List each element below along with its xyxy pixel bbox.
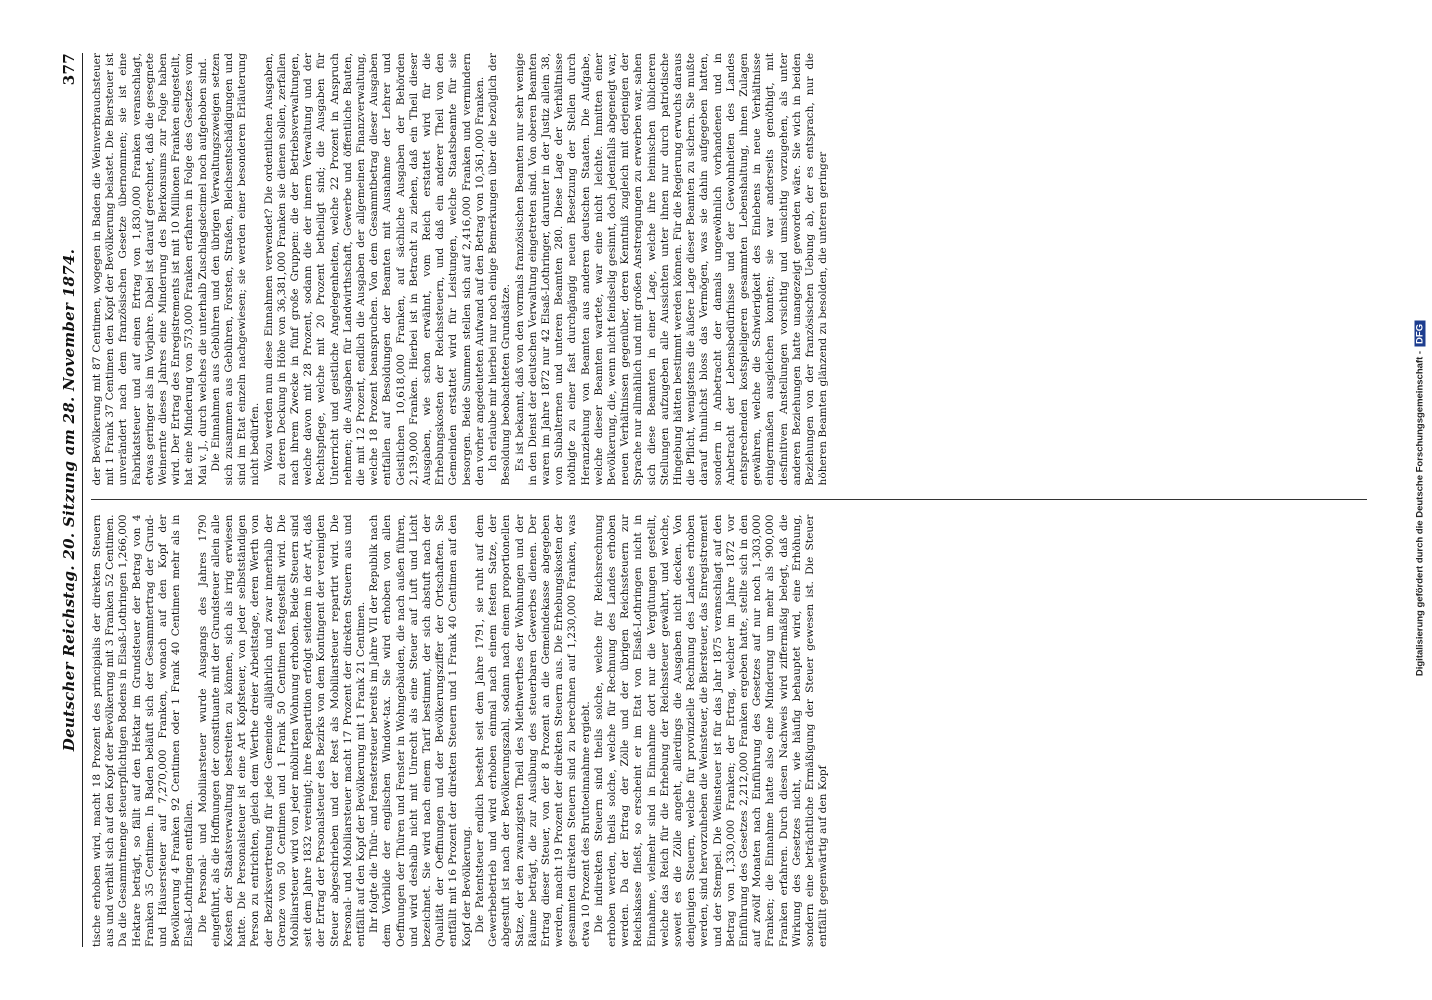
document-page	[46, 35, 1386, 965]
paragraph: Die Einnahmen aus Gebühren und den übrigen Verwaltungszweigen setzen sich zusammen aus Gebühren, Forsten, Straßen, Bleichsentschädigungen und sind im Etat einzeln nachgewiesen; sie werden einer besonderen Erläuterung nicht bedürfen.	[209, 53, 262, 486]
digitization-credit-text	[1415, 14, 1426, 984]
digitization-credit	[1412, 8, 1428, 992]
page-title: Deutscher Reichstag. 20. Sitzung am 28. November 1874.	[60, 248, 78, 752]
paragraph: Wozu werden nun diese Einnahmen verwendet? Die ordentlichen Ausgaben, zu deren Deckung in Höhe von 36,381,000 Franken sie dienen sollen, zerfallen nach ihrem Zwecke in fünf große Gruppen: die der Betriebsverwaltungen, welche davon mit 28 Prozent, sodann die der innern Verwaltung und der Rechtspflege, welche mit 20 Prozent betheiligt sind; die Ausgaben für Unterricht und geistliche Angelegenheiten, welche 22 Prozent in Anspruch nehmen; die Ausgaben für Landwirthschaft, Gewerbe und öffentliche Bauten, die mit 12 Prozent, endlich die Ausgaben der allgemeinen Finanzverwaltung, welche 18 Prozent beanspruchen. Von dem Gesammtbetrag dieser Ausgaben entfallen auf Besoldungen der Beamten mit Ausnahme der Lehrer und Geistlichen 10,618,000 Franken, auf sächliche Ausgaben der Behörden 2,139,000 Franken. Hierbei ist in Betracht zu ziehen, daß ein Theil dieser Ausgaben, wie schon erwähnt, vom Reich erstattet wird für die Erhebungskosten der Reichssteuern, und daß ein anderer Theil von den Gemeinden erstattet wird für Leistungen, welche Staatsbeamte für sie besorgen. Beide Summen stellen sich auf 2,416,000 Franken und vermindern den vorher angedeuteten Aufwand auf den Betrag von 10,361,000 Franken.	[262, 53, 486, 486]
left-column	[91, 515, 1367, 948]
paragraph: der Bevölkerung mit 87 Centimen, wogegen in Baden die Weinverbrauchsteuer mit 1 Frank 37 Centimen den Kopf der Bevölkerung belastet. Die Biersteuer ist unverändert nach dem französischen Gesetze übernommen; sie ist eine Fabrikatsteuer und auf einen Ertrag von 1,830,000 Franken veranschlagt, etwas geringer als im Vorjahre. Dabei ist darauf gerechnet, daß die gesegnete Weinernte dieses Jahres eine Minderung des Bierkonsums zur Folge haben wird. Der Ertrag des Enregistrements ist mit 10 Millionen Franken eingestellt, hat eine Minderung von 573,000 Franken erfahren in Folge des Gesetzes vom Mai v. J., durch welches die unterhalb Zuschlagsdecimel noch aufgehoben sind.	[91, 53, 209, 486]
paragraph: Ihr folgte die Thür- und Fenstersteuer bereits im Jahre VII der Republik nach dem Vorbilde der englischen Window-tax. Sie wird erhoben von allen Oeffnungen der Thüren und Fenster in Wohngebäuden, die nach außen führen, und wird deshalb nicht mit Unrecht als eine Steuer auf Luft und Licht bezeichnet. Sie wird nach einem Tarif bestimmt, der sich abstuft nach der Qualität der Oeffnungen und der Bevölkerungsziffer der Ortschaften. Sie entfällt mit 16 Prozent der direkten Steuern und 1 Frank 40 Centimen auf den Kopf der Bevölkerung.	[368, 514, 473, 947]
right-column	[91, 53, 1367, 486]
paragraph: Ich erlaube mir hierbei nur noch einige Bemerkungen über die bezüglich der Besoldung beobachteten Grundsätze.	[487, 53, 513, 486]
paragraph: Die Personal- und Mobiliarsteuer wurde Ausgangs des Jahres 1790 eingeführt, als die Hoffnungen der constituante mit der Grundsteuer allein alle Kosten der Staatsverwaltung bestreiten zu können, sich als irrig erwiesen hatte. Die Personalsteuer ist eine Art Kopfsteuer, von jeder selbstständigen Person zu entrichten, gleich dem Werthe dreier Arbeitstage, deren Werth von der Bezirksvertretung für jede Gemeinde alljährlich und zwar innerhalb der Grenze von 50 Centimen und 1 Frank 50 Centimen festgestellt wird. Die Mobiliarsteuer wird von jeder möblirten Wohnung erhoben. Beide Steuern sind seit dem Jahre 1832 vereinigt; ihre Repartition erfolgt seitdem in der Art, daß der Ertrag der Personalsteuer des Bezirks von dem Kontingent der vereinigten Steuer abgeschrieben und der Rest als Mobiliarsteuer repartirt wird. Die Personal- und Mobiliarsteuer macht 17 Prozent der direkten Steuern aus und entfällt auf den Kopf der Bevölkerung mit 1 Frank 21 Centimen.	[196, 514, 368, 947]
credit-text: Digitalisierung gefördert durch die Deutsche Forschungsgemeinschaft -	[1414, 350, 1426, 677]
dfg-logo: DFG	[1415, 321, 1426, 347]
paragraph: Die Patentsteuer endlich besteht seit dem Jahre 1791, sie ruht auf dem Gewerbebetrieb und wird erhoben einmal nach einem festen Satze, der abgestuft ist nach der Bevölkerungszahl, sodann nach einem proportionellen Satze, der den zwanzigsten Theil des Miethwerthes der Wohnungen und der Räume beträgt, die zur Ausübung des steuerbaren Gewerbes dienen. Der Ertrag dieser Steuer, von der 8 Prozent an die Gemeindekasse abgegeben werden, macht 19 Prozent der direkten Steuern aus. Die Erhebungskosten der gesammten direkten Steuern sind zu berechnen auf 1,230,000 Franken, was etwa 10 Prozent des Bruttoeinnahme ergiebt.	[473, 514, 592, 947]
page-number: 377	[60, 53, 78, 86]
page-header	[60, 53, 83, 947]
text-columns	[91, 53, 1367, 947]
paragraph: Die indirekten Steuern sind theils solche, welche für Reichsrechnung erhoben werden, theils solche, welche für Rechnung des Landes erhoben werden. Da der Ertrag der Zölle und der übrigen Reichssteuern zur Reichskasse fließt, so erscheint er im Etat von Elsaß-Lothringen nicht in Einnahme, vielmehr sind in Einnahme dort nur die Vergütungen gestellt, welche das Reich für die Erhebung der Reichssteuer gewährt, und welche, soweit es die Zölle angeht, allerdings die Ausgaben nicht decken. Von denjenigen Steuern, welche für provinzielle Rechnung des Landes erhoben werden, sind hervorzuheben die Weinsteuer, die Biersteuer, das Enregistrement und der Stempel. Die Weinsteuer ist für das Jahr 1875 veranschlagt auf den Betrag von 1,330,000 Franken; der Ertrag, welcher im Jahre 1872 vor Einführung des Gesetzes 2,212,000 Franken ergeben hatte, stellte sich in den auf zwölf Monaten nach Einführung des Gesetzes auf nur noch 1,303,000 Franken; die Einnahme hatte also eine Minderung um mehr als 900,000 Franken erfahren. Durch diesen Nachweis wird ziffermäßig belegt, daß die Wirkung des Gesetzes nicht, wie häufig behauptet wird, eine Erhöhung, sondern eine beträchtliche Ermäßigung der Steuer gewesen ist. Die Steuer entfällt gegenwärtig auf den Kopf	[592, 514, 830, 947]
paragraph: tische erhoben wird, macht 18 Prozent des principialis der direkten Steuern aus und verhält sich auf den Kopf der Bevölkerung mit 3 Franken 52 Centimen. Da die Gesammtmenge steuerpflichtigen Bodens in Elsaß-Lothringen 1,266,000 Hektare beträgt, so fällt auf den Hektar im Grundsteuer der Betrag von 4 Franken 35 Centimen. In Baden beläuft sich der Gesammtertrag der Grund- und Häusersteuer auf 7,270,000 Franken, wonach auf den Kopf der Bevölkerung 4 Franken 92 Centimen oder 1 Frank 40 Centimen mehr als in Elsaß-Lothringen entfallen.	[91, 514, 196, 947]
paragraph: Es ist bekannt, daß von den vormals französischen Beamten nur sehr wenige in den Dienst der deutschen Verwaltung eingetreten sind. Von oberen Beamten waren im Jahre 1872 nur 42 Elsaß-Lothringer, darunter in der Justiz allein 38, von Subalternen und unteren Beamten 280. Diese Lage der Verhältnisse nöthigte zu einer fast durchgängig neuen Besetzung der Stellen durch Heranziehung von Beamten aus anderen deutschen Staaten. Die Aufgabe, welche dieser Beamten wartete, war eine nicht leichte. Inmitten einer Bevölkerung, die, wenn nicht feindselig gesinnt, doch jedenfalls abgeneigt war, neuen Verhältnissen gegenüber, deren Kenntniß zugleich mit derjenigen der Sprache nur allmählich und mit großen Anstrengungen zu erwerben war, sahen sich diese Beamten in einer Lage, welche ihre heimischen üblicheren Stellungen aufzugeben alle Aussichten unter ihnen nur durch patriotische Hingebung hätten bestimmt werden können. Für die Regierung erwuchs daraus die Pflicht, wenigstens die äußere Lage dieser Beamten zu sichern. Sie mußte darauf thunlichst bloss das Vermögen, was sie dahin aufgegeben hatten, sondern in Anbetracht der damals ungewöhnlich vorhandenen und in Anbetracht der Lebensbedürfnisse und der Gewohnheiten des Landes entsprechenden kostspieligeren gesammten Lebenshaltung, ihnen Zulagen gewähren, welche die Schwierigkeit des Einlebens in neue Verhältnisse einigermaßen ausgleichen konnten; sie war anderseits genöthigt, mit desfinitiven Anstellungen vorsichtig und umsichtig vorzugehen, als unter anderen Beziehungen hatte unangezeigt geworden wäre. Sie wich in beiden Beziehungen von der französischen Uebung ab, der es entsprach, nur die höheren Beamten glänzend zu besolden, die unteren geringer	[513, 53, 830, 486]
column-divider	[91, 500, 1367, 501]
